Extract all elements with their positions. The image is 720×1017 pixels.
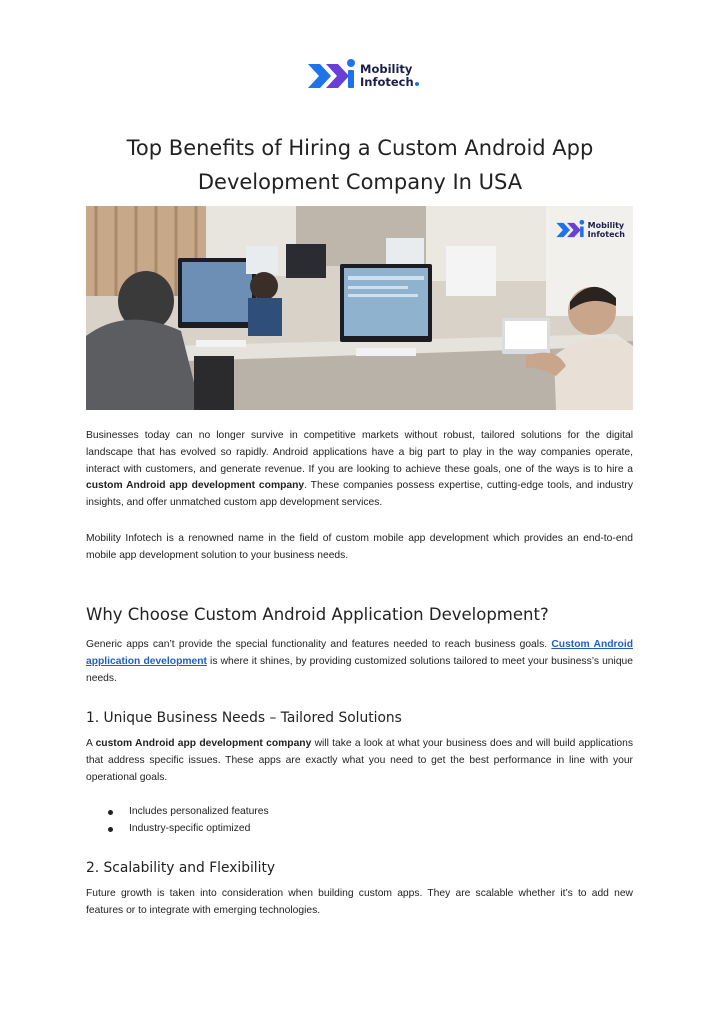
section-1-paragraph	[86, 736, 633, 786]
page-title-line2: Development Company In USA	[197, 170, 523, 194]
bullet-text: Industry-specific optimized	[129, 822, 251, 834]
hero-brand-line2: Infotech	[587, 230, 625, 239]
section-why-text-end: is where it shines, by providing customized solutions tailored to meet your business’s unique needs.	[86, 655, 633, 684]
intro-p1-text-end: . These companies possess expertise, cutting-edge tools, and industry insights, and offer unmatched custom app development services.	[86, 480, 633, 509]
section-1-bold: custom Android app development company	[95, 738, 312, 749]
page-title	[86, 131, 634, 199]
bullet-text: Includes personalized features	[129, 806, 269, 817]
hero-logo-icon	[554, 218, 586, 242]
brand-dot-icon	[415, 82, 419, 86]
bullet-icon	[108, 827, 113, 832]
hero-image	[86, 206, 633, 410]
section-1-heading: 1. Unique Business Needs – Tailored Solutions	[86, 710, 402, 726]
intro-p1-bold: custom Android app development company	[86, 480, 305, 492]
section-1-bullet-list	[108, 804, 269, 838]
section-2-paragraph: Future growth is taken into consideration when building custom apps. They are scalable whether it’s to add new features or to integrate with emerging technologies.	[86, 888, 633, 916]
section-1-text-end: will take a look at what your business does and will build applications that address specific issues. These apps are exactly what you need to get the best performance in line with your operational goals.	[86, 738, 633, 783]
section-1-text: A	[86, 738, 96, 749]
section-2-heading: 2. Scalability and Flexibility	[86, 860, 276, 876]
hero-brand-line1: Mobility	[587, 221, 625, 230]
hero-brand-logo	[554, 218, 625, 242]
section-why-paragraph	[86, 637, 633, 687]
brand-line2: Infotech	[360, 75, 414, 89]
office-developers-working-at-computers	[86, 206, 633, 410]
brand-logo	[304, 54, 424, 98]
section-why-text: Generic apps can’t provide the special functionality and features needed to reach business goals.	[86, 639, 552, 650]
brand-name	[360, 63, 419, 89]
mobility-infotech-logo-icon	[304, 56, 358, 96]
section-why-heading: Why Choose Custom Android Application Development?	[86, 605, 549, 624]
intro-p1-text: Businesses today can no longer survive in competitive markets without robust, tailored solutions for the digital landscape that has evolved so rapidly. Android applications have a big part to play in the way companies operate, interact with customers, and generate revenue. If you are looking to achieve these goals, one of the ways is to hire a	[86, 430, 633, 475]
hero-brand-name	[588, 221, 625, 239]
bullet-icon	[108, 810, 113, 815]
custom-android-development-link[interactable]: Custom Android application development	[86, 639, 633, 667]
intro-paragraph-1	[86, 428, 633, 512]
list-item	[108, 804, 269, 821]
list-item	[108, 821, 269, 838]
intro-paragraph-2: Mobility Infotech is a renowned name in the field of custom mobile app development which provides an end-to-end mobile app development solution to your business needs.	[86, 533, 633, 561]
brand-line1: Mobility	[360, 62, 413, 76]
page-title-line1: Top Benefits of Hiring a Custom Android App	[126, 136, 594, 160]
